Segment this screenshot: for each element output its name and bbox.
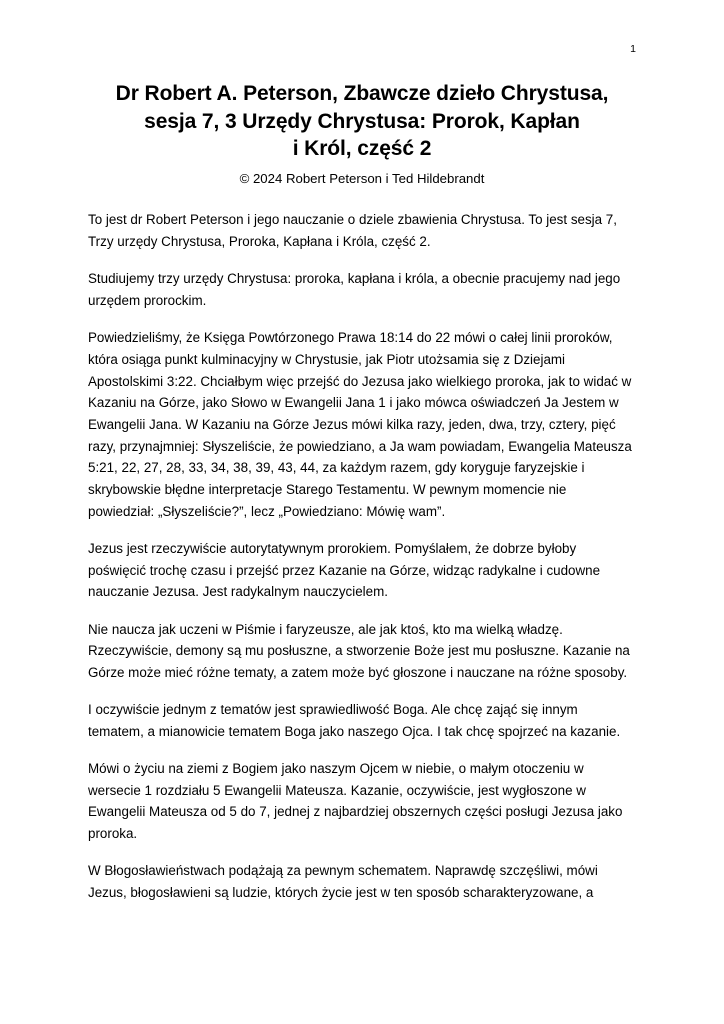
page-number: 1 [630, 43, 636, 55]
paragraph: To jest dr Robert Peterson i jego nauczanie o dziele zbawienia Chrystusa. To jest sesja 7, Trzy urzędy Chrystusa, Proroka, Kapłana i Króla, część 2. [88, 212, 617, 250]
document-body [88, 209, 636, 903]
paragraph: Jezus jest rzeczywiście autorytatywnym prorokiem. Pomyślałem, że dobrze byłoby poświęcić trochę czasu i przejść przez Kazanie na Górze, widząc radykalne i cudowne nauczanie Jezusa. Jest radykalnym nauczycielem. [88, 540, 601, 600]
page-title-line-3: i Król, część 2 [292, 137, 432, 161]
paragraph: Studiujemy trzy urzędy Chrystusa: proroka, kapłana i króla, a obecnie pracujemy nad jego urzędem prorockim. [88, 271, 621, 308]
page-title-line-1: Dr Robert A. Peterson, Zbawcze dzieło Chrystusa, [115, 82, 609, 105]
paragraph: Nie naucza jak uczeni w Piśmie i faryzeusze, ale jak ktoś, kto ma wielką władzę. Rzeczywiście, demony są mu posłuszne, a stworzenie Boże jest mu posłuszne. Kazanie na Górze może mieć różne tematy, a zatem może być głoszone i nauczane na różne sposoby. [88, 621, 630, 680]
paragraph: I oczywiście jednym z tematów jest sprawiedliwość Boga. Ale chcę zająć się innym tematem, a mianowicie tematem Boga jako naszego Ojca. I tak chcę spojrzeć na kazanie. [88, 702, 621, 739]
paragraph: Mówi o życiu na ziemi z Bogiem jako naszym Ojcem w niebie, o małym otoczeniu w wersecie 1 rozdziału 5 Ewangelii Mateusza. Kazanie, oczywiście, jest wygłoszone w Ewangelii Mateusza od 5 do 7, jednej z najbardziej obszernych części posługi Jezusa jako proroka. [88, 761, 623, 842]
copyright-notice: © 2024 Robert Peterson i Ted Hildebrandt [239, 171, 485, 187]
page-title [88, 0, 636, 163]
paragraph: Powiedzieliśmy, że Księga Powtórzonego Prawa 18:14 do 22 mówi o całej linii proroków, która osiąga punkt kulminacyjny w Chrystusie, jak Piotr utożsamia się z Dziejami Apostolskimi 3:22. Chciałbym więc przejść do Jezusa jako wielkiego proroka, jak to widać w Kazaniu na Górze, jako Słowo w Ewangelii Jana 1 i jako mówca oświadczeń Ja Jestem w Ewangelii Jana. W Kazaniu na Górze Jezus mówi kilka razy, jeden, dwa, trzy, cztery, pięć razy, przynajmniej: Słyszeliście, że powiedziano, a Ja wam powiadam, Ewangelia Mateusza 5:21, 22, 27, 28, 33, 34, 38, 39, 43, 44, za każdym razem, gdy koryguje faryzejskie i skrybowskie błędne interpretacje Starego Testamentu. W pewnym momencie nie powiedział: „Słyszeliście?”, lecz „Powiedziano: Mówię wam”. [88, 330, 632, 519]
page-title-line-2: sesja 7, 3 Urzędy Chrystusa: Prorok, Kapłan [144, 109, 580, 133]
paragraph: W Błogosławieństwach podążają za pewnym schematem. Naprawdę szczęśliwi, mówi Jezus, błogosławieni są ludzie, których życie jest w ten sposób scharakteryzowane, a [88, 863, 598, 901]
